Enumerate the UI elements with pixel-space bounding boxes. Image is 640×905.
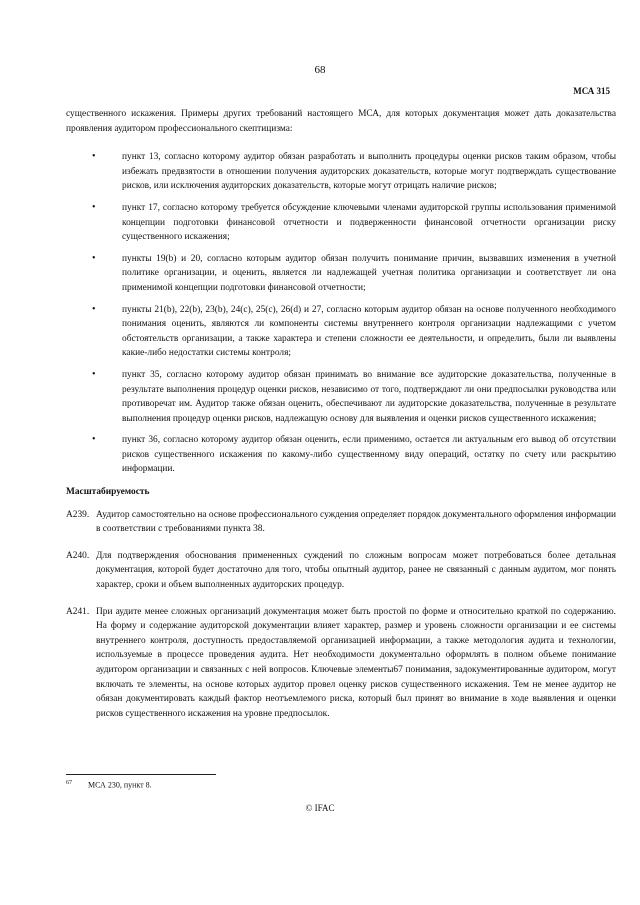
bullet-icon: • (92, 151, 96, 163)
page-content (66, 107, 616, 733)
footnote-divider (66, 774, 216, 775)
paragraph-number: A240. (66, 550, 90, 561)
list-item-text: пункт 17, согласно которому требуется обсуждение ключевыми членами аудиторской группы использования применимой концепции подготовки финансовой отчетности и подверженности финансовой отчетности организации риску существенного искажения; (122, 202, 616, 243)
bullet-icon: • (92, 303, 96, 315)
numbered-paragraph (66, 549, 616, 593)
copyright-notice: © IFAC (305, 803, 335, 813)
paragraph-number: A239. (66, 509, 90, 520)
list-item-text: пункт 13, согласно которому аудитор обязан разработать и выполнить процедуры оценки рисков таким образом, чтобы избежать предвзятости в отношении получения аудиторских доказательств, которые могут подтверждать существование рисков, или исключения аудиторских доказательств, которые могут отрицать наличие рисков; (122, 152, 616, 192)
numbered-paragraph (66, 508, 616, 537)
list-item-text: пункт 36, согласно которому аудитор обязан оценить, если применимо, остается ли актуальным его вывод об отсутствии рисков существенного искажения по какому-либо существенному виду операций, остатку по счету или раскрытию информации. (122, 435, 616, 475)
page-number: 68 (314, 64, 326, 76)
intro-paragraph: существенного искажения. Примеры других требований настоящего МСА, для которых документация может дать доказательства проявления аудитором профессионального скептицизма: (66, 109, 616, 134)
paragraph-text: При аудите менее сложных организаций документация может быть простой по форме и относительно краткой по содержанию. На форму и содержание аудиторской документации влияет характер, размер и уровень сложности организации и ее системы внутреннего контроля, доступность предоставляемой организацией информации, а также методология аудита и технологии, используемые в процессе проведения аудита. Нет необходимости документально оформлять в полном объеме понимание аудитором организации и связанных с ней вопросов. Ключевые элементы67 понимания, задокументированные аудитором, могут включать те элементы, на основе которых аудитор провел оценку рисков существенного искажения. Тем не менее аудитор не обязан документировать каждый фактор неотъемлемого риска, который был принят во внимание в ходе выявления и оценки рисков существенного искажения на уровне предпосылок. (96, 606, 616, 719)
bullet-icon: • (92, 201, 96, 213)
list-item (66, 201, 616, 245)
list-item (66, 433, 616, 477)
footnote-mark: 67 (66, 780, 72, 786)
list-item (66, 368, 616, 426)
numbered-paragraph (66, 605, 616, 722)
bullet-icon: • (92, 368, 96, 380)
footnote-text: МСА 230, пункт 8. (88, 780, 152, 790)
list-item (66, 303, 616, 361)
bullet-icon: • (92, 434, 96, 446)
list-item (66, 150, 616, 194)
requirements-list (66, 150, 616, 477)
list-item (66, 252, 616, 296)
bullet-icon: • (92, 252, 96, 264)
paragraph-number: A241. (66, 606, 90, 617)
paragraph-text: Для подтверждения обоснования примененных суждений по сложным вопросам может потребоваться более детальная документация, которой будет достаточно для того, чтобы опытный аудитор, ранее не связанный с данным аудитом, мог понять характер, сроки и объем выполненных аудиторских процедур. (96, 550, 616, 591)
footnote (66, 780, 152, 790)
section-heading: Масштабируемость (66, 487, 150, 498)
list-item-text: пункты 19(b) и 20, согласно которым аудитор обязан получить понимание причин, вызвавших изменения в учетной политике организации, и оценить, является ли надлежащей учетная политика организации и соответствует ли она применимой концепции подготовки финансовой отчетности; (122, 253, 616, 293)
list-item-text: пункты 21(b), 22(b), 23(b), 24(c), 25(c), 26(d) и 27, согласно которым аудитор обязан на основе полученного необходимого понимания оценить, являются ли компоненты системы внутреннего контроля организации надлежащими с учетом обстоятельств организации, а также характера и степени сложности ее деятельности, и определить, были ли выявлены какие-либо недостатки системы контроля; (122, 304, 616, 359)
paragraph-text: Аудитор самостоятельно на основе профессионального суждения определяет порядок документального оформления информации в соответствии с требованиями пункта 38. (96, 509, 616, 535)
standard-code: МСА 315 (573, 86, 610, 96)
list-item-text: пункт 35, согласно которому аудитор обязан принимать во внимание все аудиторские доказательства, полученные в результате выполнения процедур оценки рисков, независимо от того, подтверждают ли они предпосылки руководства или противоречат им. Аудитор также обязан оценить, обеспечивают ли аудиторские доказательства, полученные в результате выполнения процедур оценки рисков, надлежащую основу для выявления и оценки рисков существенного искажения; (122, 369, 616, 424)
